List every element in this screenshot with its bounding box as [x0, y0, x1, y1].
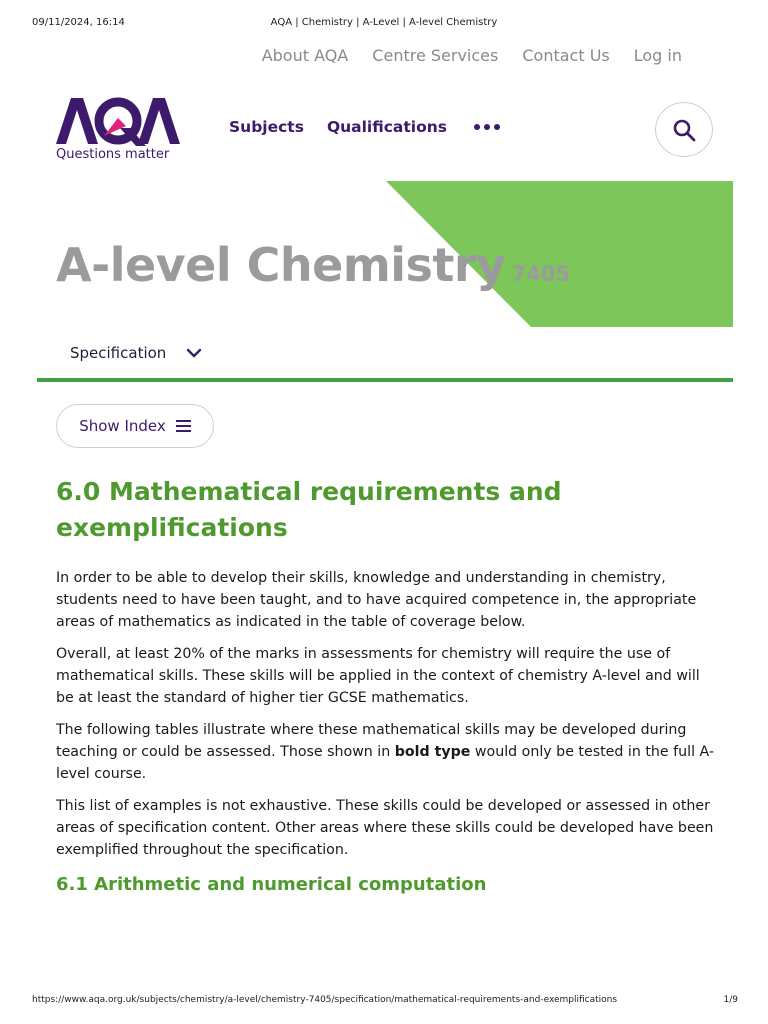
paragraph-3-end: would only be tested in the full A-level course. [56, 744, 715, 782]
aqa-logo-mark [56, 96, 180, 146]
menu-icon [176, 420, 191, 432]
print-page-title: AQA | Chemistry | A-Level | A-level Chemistry [270, 17, 498, 28]
search-button[interactable] [655, 102, 713, 157]
log-in-link[interactable]: Log in [633, 46, 682, 65]
chevron-down-icon [186, 348, 202, 358]
print-page-number: 1/9 [723, 995, 738, 1005]
aqa-logo[interactable] [56, 96, 180, 162]
utility-nav [262, 46, 682, 65]
nav-subjects[interactable]: Subjects [229, 118, 304, 136]
bold-type-text: bold type [394, 744, 471, 760]
show-index-button[interactable] [56, 404, 214, 448]
paragraph-1: In order to be able to develop their skills, knowledge and understanding in chemistry, students need to have been taught, and to have acquired competence in, the appropriate areas of mathematics as indicated in the table of coverage below. [56, 570, 697, 630]
nav-qualifications[interactable]: Qualifications [326, 118, 448, 136]
print-timestamp: 09/11/2024, 16:14 [32, 17, 125, 28]
page-title-text: A-level Chemistry [56, 238, 506, 292]
page-title [56, 238, 570, 292]
print-header [0, 17, 768, 31]
centre-services-link[interactable]: Centre Services [372, 46, 499, 65]
section-heading: 6.0 Mathematical requirements and exemplifications [56, 477, 562, 542]
search-icon [672, 118, 696, 142]
paragraph-3-start: The following tables illustrate where these mathematical skills may be developed during teaching or could be assessed. Those shown in [56, 722, 687, 760]
specification-tab[interactable] [70, 344, 202, 362]
about-aqa-link[interactable]: About AQA [261, 46, 349, 65]
paragraph-2: Overall, at least 20% of the marks in assessments for chemistry will require the use of mathematical skills. These skills will be applied in the context of chemistry A-level and will be at least the standard of higher tier GCSE mathematics. [56, 646, 700, 706]
tab-underline [37, 378, 733, 382]
logo-tagline: Questions matter [56, 147, 170, 162]
contact-us-link[interactable]: Contact Us [522, 46, 610, 65]
print-url: https://www.aqa.org.uk/subjects/chemistry/a-level/chemistry-7405/specification/mathematical-requirements-and-exemplifications [32, 995, 618, 1005]
spec-code: 7405 [511, 262, 571, 286]
show-index-label: Show Index [79, 417, 166, 435]
main-nav [229, 118, 500, 136]
subsection-heading: 6.1 Arithmetic and numerical computation [56, 874, 487, 895]
paragraph-4: This list of examples is not exhaustive. These skills could be developed or assessed in other areas of specification content. Other areas where these skills could be developed have been exemplified throughout the specification. [56, 798, 714, 858]
paragraph-3 [56, 719, 716, 785]
specification-label: Specification [70, 344, 167, 362]
more-dots-icon[interactable] [474, 124, 500, 130]
body-copy [56, 567, 716, 871]
